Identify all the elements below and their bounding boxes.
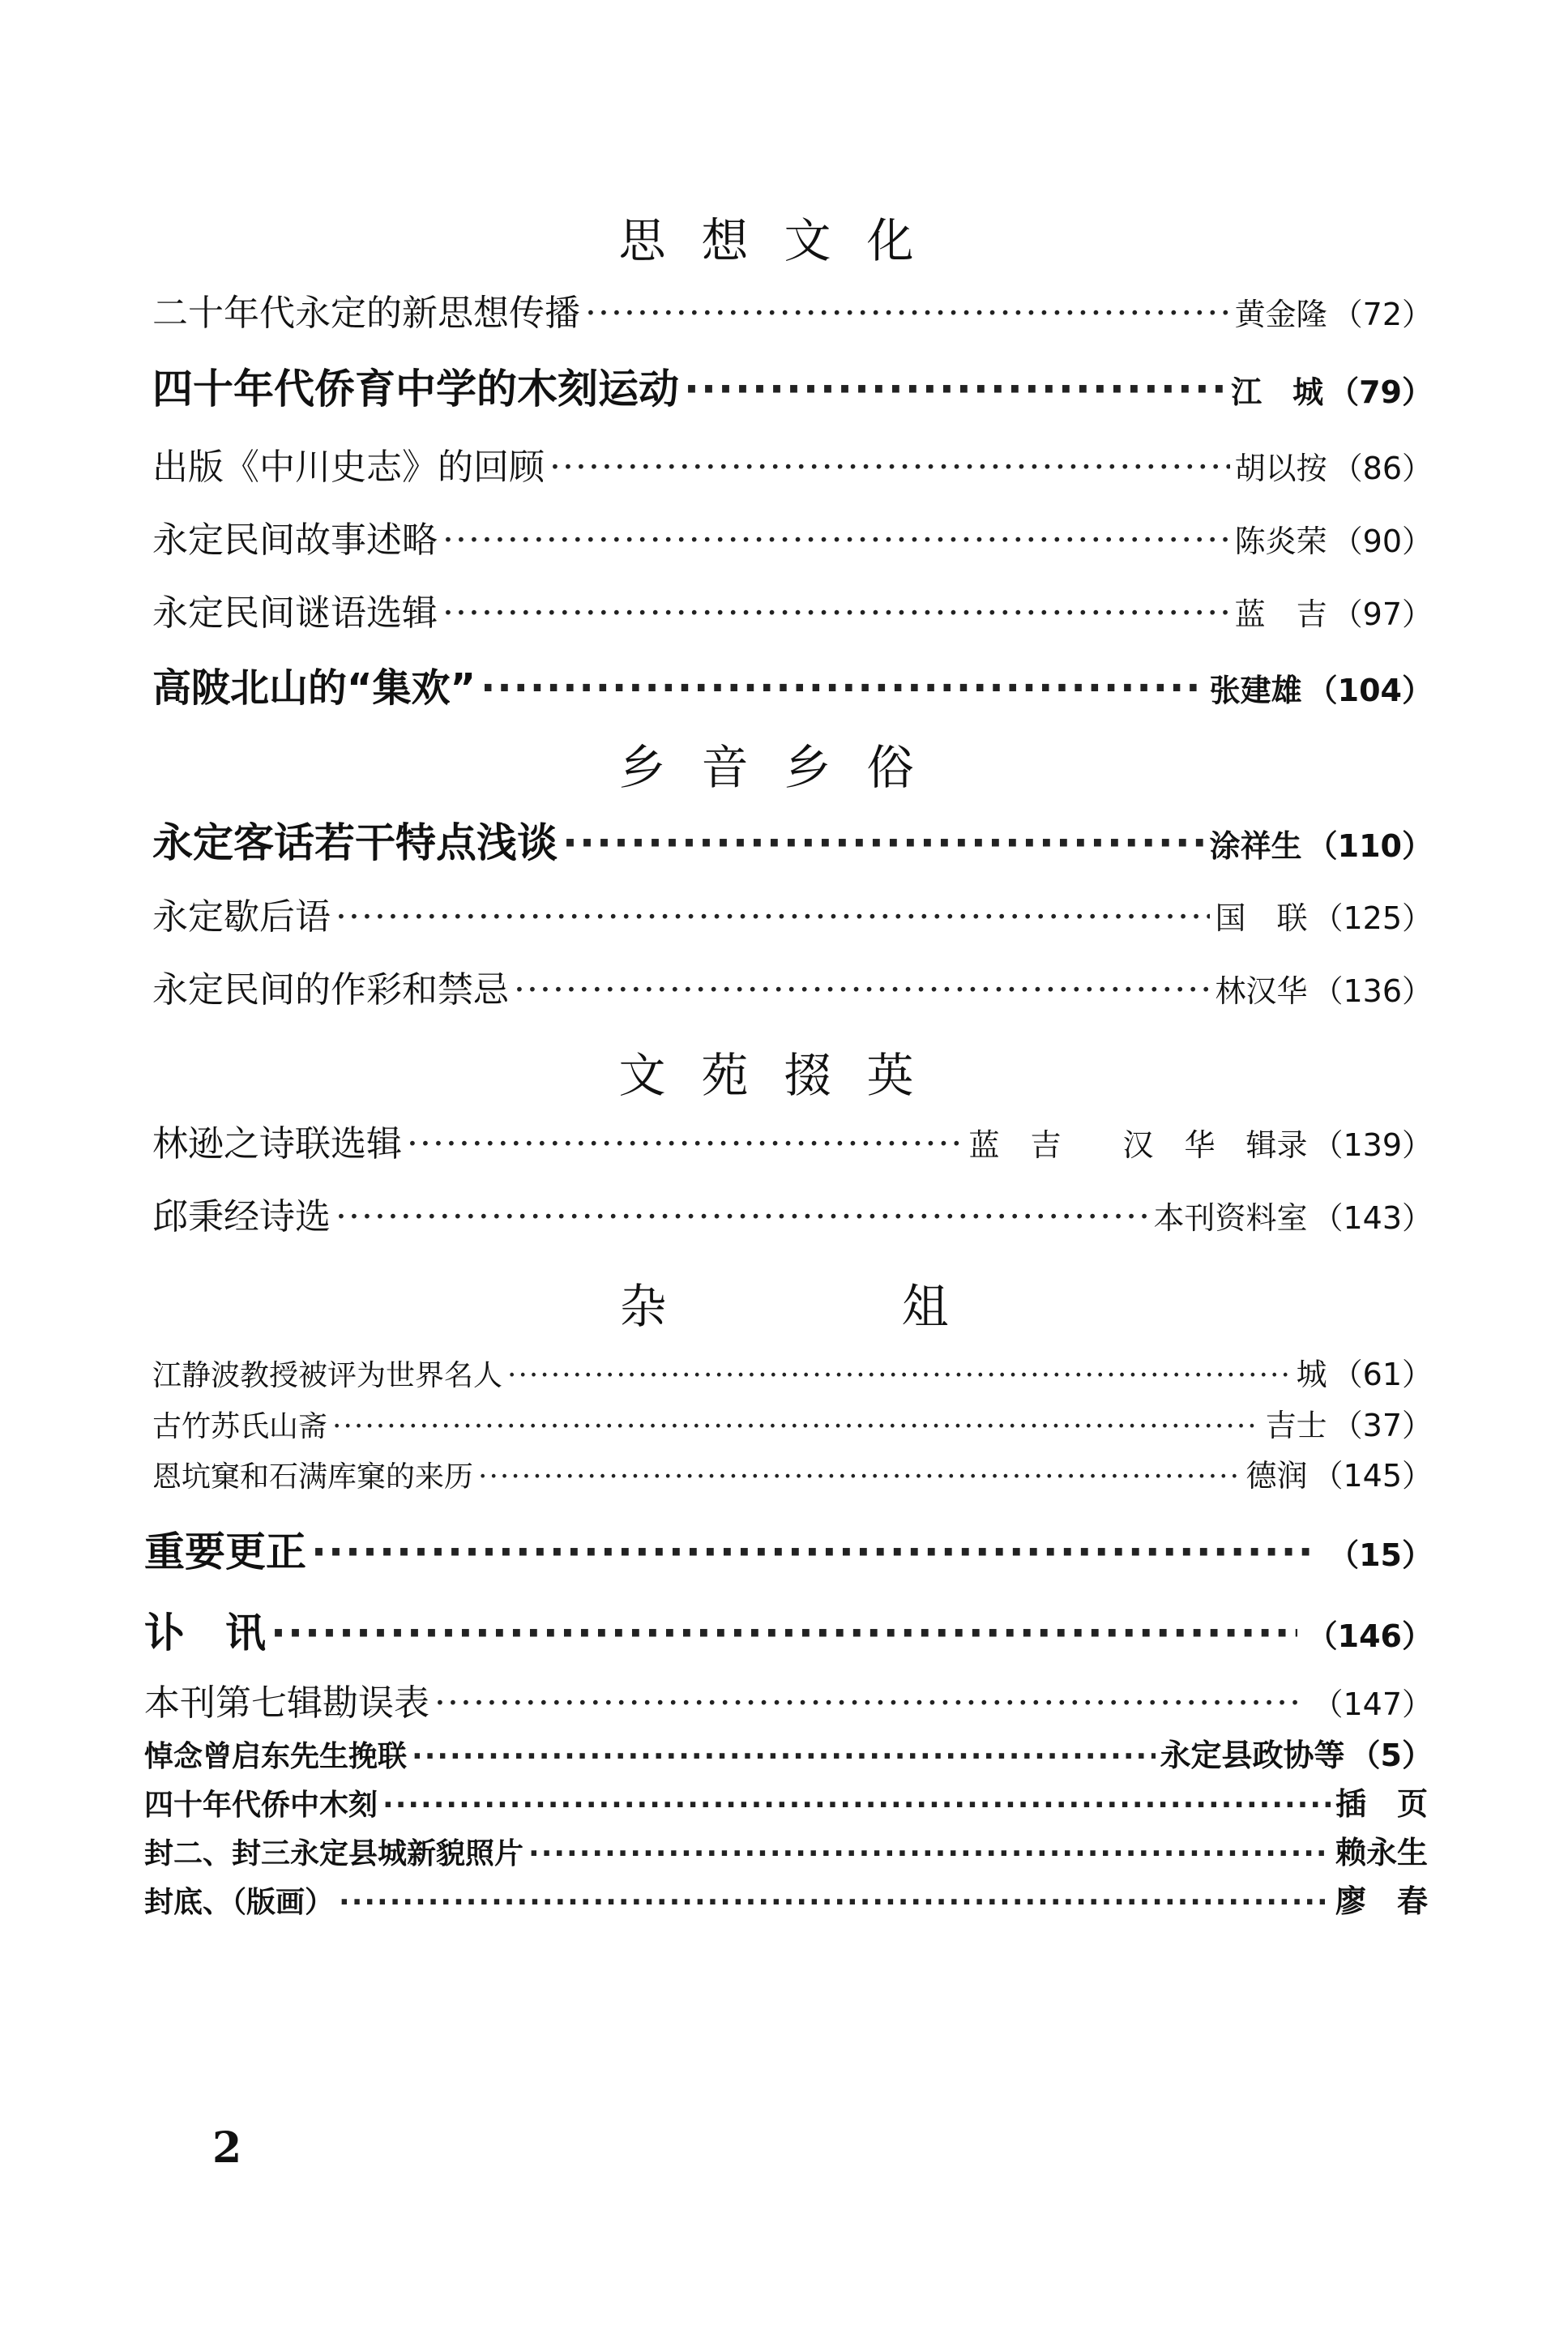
entry-author: 蓝 吉 bbox=[1234, 596, 1327, 632]
entry-title: 高陂北山的“集欢” bbox=[152, 665, 476, 711]
dot-leader bbox=[412, 1740, 1156, 1773]
entry-page: （15） bbox=[1328, 1537, 1433, 1573]
section-heading: 思想文化 bbox=[618, 213, 950, 268]
entry-title: 重要更正 bbox=[144, 1528, 306, 1575]
entry-author: 江 城 bbox=[1231, 374, 1324, 410]
dot-leader bbox=[562, 819, 1205, 866]
toc-entry[interactable] bbox=[152, 960, 1433, 1012]
entry-page: （145） bbox=[1312, 1458, 1433, 1494]
dot-leader bbox=[514, 969, 1210, 1011]
toc-entry[interactable] bbox=[152, 887, 1433, 939]
entry-title: 本刊第七辑勘误表 bbox=[144, 1682, 429, 1724]
toc-entry[interactable] bbox=[152, 284, 1433, 336]
entry-author: 赖永生 bbox=[1335, 1835, 1428, 1870]
entry-author: 本刊资料室 bbox=[1153, 1200, 1308, 1236]
entry-author: 胡以按 bbox=[1234, 451, 1327, 486]
dot-leader bbox=[335, 896, 1210, 938]
entry-author: 插 页 bbox=[1335, 1786, 1428, 1822]
dot-leader bbox=[311, 1528, 1318, 1575]
toc-entry[interactable] bbox=[152, 1114, 1433, 1166]
toc-entry[interactable] bbox=[144, 1520, 1433, 1578]
entry-page: （37） bbox=[1331, 1408, 1433, 1443]
section-heading: 文苑掇英 bbox=[618, 1048, 950, 1103]
toc-entry[interactable] bbox=[152, 810, 1433, 869]
entry-title: 邱秉经诗选 bbox=[152, 1196, 331, 1238]
dot-leader bbox=[339, 1886, 1331, 1919]
entry-author: 城 bbox=[1296, 1357, 1327, 1392]
entry-page: （139） bbox=[1312, 1127, 1433, 1163]
entry-title: 讣 讯 bbox=[144, 1609, 266, 1656]
entry-page: （79） bbox=[1328, 374, 1433, 410]
dot-leader bbox=[442, 592, 1230, 634]
entry-author: 林汉华 bbox=[1215, 973, 1308, 1009]
dot-leader bbox=[507, 1359, 1292, 1392]
dot-leader bbox=[434, 1682, 1302, 1724]
toc-entry[interactable] bbox=[152, 1349, 1433, 1394]
entry-title: 四十年代侨育中学的木刻运动 bbox=[152, 365, 679, 413]
entry-title: 永定客话若干特点浅谈 bbox=[152, 819, 558, 866]
page-number: 2 bbox=[212, 2123, 242, 2173]
entry-page: （86） bbox=[1331, 451, 1433, 486]
entry-title: 林逊之诗联选辑 bbox=[152, 1123, 402, 1165]
entry-author: 陈炎荣 bbox=[1234, 524, 1327, 559]
dot-leader bbox=[407, 1123, 963, 1165]
dot-leader bbox=[478, 1460, 1241, 1494]
entry-title: 恩坑窠和石满库窠的来历 bbox=[152, 1460, 474, 1494]
toc-entry[interactable] bbox=[152, 438, 1433, 489]
toc-entry[interactable] bbox=[144, 1730, 1433, 1775]
toc-entry[interactable] bbox=[152, 357, 1433, 415]
entry-title: 江静波教授被评为世界名人 bbox=[152, 1359, 503, 1392]
toc-entry[interactable] bbox=[144, 1601, 1433, 1659]
entry-page: （104） bbox=[1306, 673, 1433, 708]
entry-author: 涂祥生 bbox=[1209, 828, 1302, 864]
entry-author: 吉士 bbox=[1265, 1408, 1327, 1443]
entry-title: 封二、封三永定县城新貌照片 bbox=[144, 1837, 524, 1870]
toc-entry[interactable] bbox=[152, 1451, 1433, 1495]
entry-title: 古竹苏氏山斋 bbox=[152, 1410, 328, 1443]
entry-author: 廖 春 bbox=[1335, 1883, 1428, 1919]
dot-leader bbox=[382, 1789, 1331, 1822]
entry-title: 封底、（版画） bbox=[144, 1886, 335, 1919]
entry-page: （143） bbox=[1312, 1200, 1433, 1236]
entry-title: 出版《中川史志》的回顾 bbox=[152, 447, 545, 488]
dot-leader bbox=[335, 1196, 1148, 1238]
section-heading: 乡音乡俗 bbox=[618, 740, 950, 795]
toc-entry[interactable] bbox=[144, 1876, 1433, 1921]
entry-author: 黄金隆 bbox=[1234, 297, 1327, 332]
entry-author: 张建雄 bbox=[1209, 673, 1302, 708]
entry-author: 国 联 bbox=[1215, 900, 1308, 936]
entry-page: （90） bbox=[1331, 524, 1433, 559]
dot-leader bbox=[271, 1609, 1297, 1656]
entry-author: 蓝 吉 汉 华 辑录 bbox=[968, 1127, 1308, 1163]
dot-leader bbox=[332, 1410, 1261, 1443]
entry-page: （136） bbox=[1312, 973, 1433, 1009]
toc-entry[interactable] bbox=[152, 511, 1433, 562]
toc-entry[interactable] bbox=[152, 1187, 1433, 1239]
toc-entry[interactable] bbox=[144, 1674, 1433, 1725]
dot-leader bbox=[549, 447, 1230, 488]
section-heading: 杂俎 bbox=[619, 1279, 1184, 1334]
entry-title: 二十年代永定的新思想传播 bbox=[152, 293, 580, 334]
entry-title: 永定民间谜语选辑 bbox=[152, 592, 438, 634]
dot-leader bbox=[585, 293, 1230, 334]
entry-page: （125） bbox=[1312, 900, 1433, 936]
dot-leader bbox=[684, 365, 1226, 413]
dot-leader bbox=[528, 1837, 1331, 1870]
entry-page: （97） bbox=[1331, 596, 1433, 632]
toc-entry[interactable] bbox=[152, 656, 1433, 712]
toc-entry[interactable] bbox=[152, 584, 1433, 635]
entry-page: （110） bbox=[1306, 828, 1433, 864]
entry-author: 德润 bbox=[1245, 1458, 1308, 1494]
toc-entry[interactable] bbox=[144, 1779, 1433, 1823]
entry-title: 悼念曾启东先生挽联 bbox=[144, 1740, 408, 1773]
dot-leader bbox=[481, 665, 1205, 711]
entry-page: （72） bbox=[1331, 297, 1433, 332]
entry-page: （61） bbox=[1331, 1357, 1433, 1392]
entry-page: （146） bbox=[1306, 1618, 1433, 1654]
entry-title: 四十年代侨中木刻 bbox=[144, 1789, 378, 1822]
entry-page: （5） bbox=[1349, 1738, 1433, 1773]
toc-entry[interactable] bbox=[152, 1400, 1433, 1445]
entry-title: 永定歇后语 bbox=[152, 896, 331, 938]
dot-leader bbox=[442, 519, 1230, 561]
entry-author: 永定县政协等 bbox=[1160, 1738, 1345, 1773]
entry-title: 永定民间的作彩和禁忌 bbox=[152, 969, 509, 1011]
entry-page: （147） bbox=[1312, 1686, 1433, 1722]
toc-entry[interactable] bbox=[144, 1827, 1433, 1872]
entry-title: 永定民间故事述略 bbox=[152, 519, 438, 561]
